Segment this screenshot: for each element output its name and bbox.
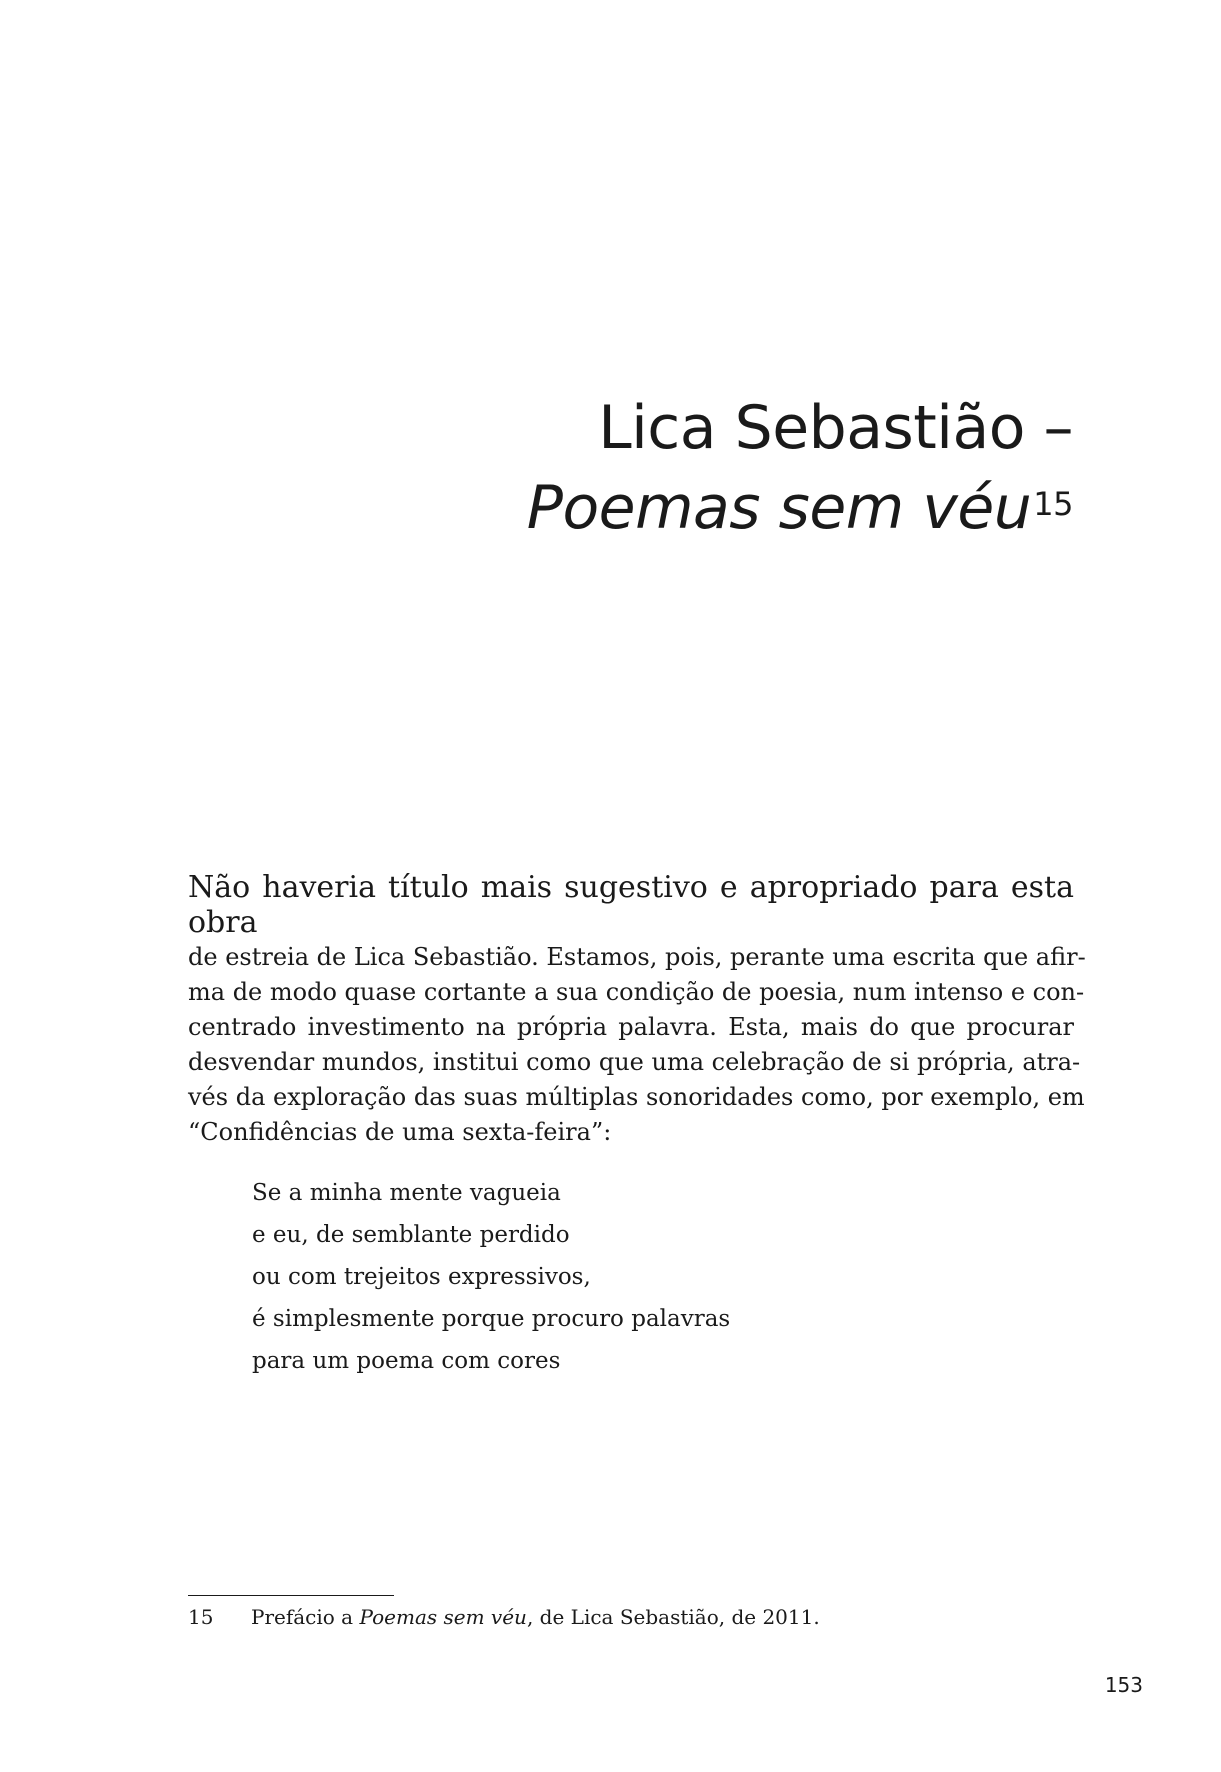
poem-verse: é simplesmente porque procuro palavras [252,1306,731,1332]
footnote-text-after: , de Lica Sebastião, de 2011. [526,1605,820,1629]
body-line: vés da exploração das suas múltiplas sonoridades como, por exemplo, em [188,1083,1085,1111]
chapter-title-italic: Poemas sem véu [526,473,1032,543]
poem-verse: ou com trejeitos expressivos, [252,1264,591,1290]
body-lead-line: Não haveria título mais sugestivo e apropriado para esta obra [188,870,1074,940]
poem-verse: e eu, de semblante perdido [252,1222,570,1248]
page-number: 153 [1104,1673,1143,1697]
footnote-text-before: Prefácio a [251,1605,360,1629]
footnote [188,1602,820,1632]
footnote-divider [188,1595,394,1596]
body-line: desvendar mundos, institui como que uma celebração de si própria, atra- [188,1048,1081,1076]
chapter-title-line2 [527,468,1073,548]
poem-quote [252,1172,730,1382]
body-paragraph [188,870,1086,1150]
body-line: ma de modo quase cortante a sua condição de poesia, num intenso e con- [188,978,1085,1006]
body-line: de estreia de Lica Sebastião. Estamos, pois, perante uma escrita que afir- [188,943,1086,971]
chapter-title [527,388,1073,548]
footnote-number: 15 [188,1605,214,1629]
poem-verse: Se a minha mente vagueia [252,1180,561,1206]
footnote-reference[interactable]: 15 [1033,485,1073,523]
poem-verse: para um poema com cores [252,1348,561,1374]
body-line: “Confidências de uma sexta-feira”: [188,1118,612,1146]
footnote-text-italic: Poemas sem véu [359,1605,527,1629]
chapter-title-line1: Lica Sebastião – [598,393,1073,463]
body-line: centrado investimento na própria palavra. Esta, mais do que procurar [188,1013,1074,1041]
